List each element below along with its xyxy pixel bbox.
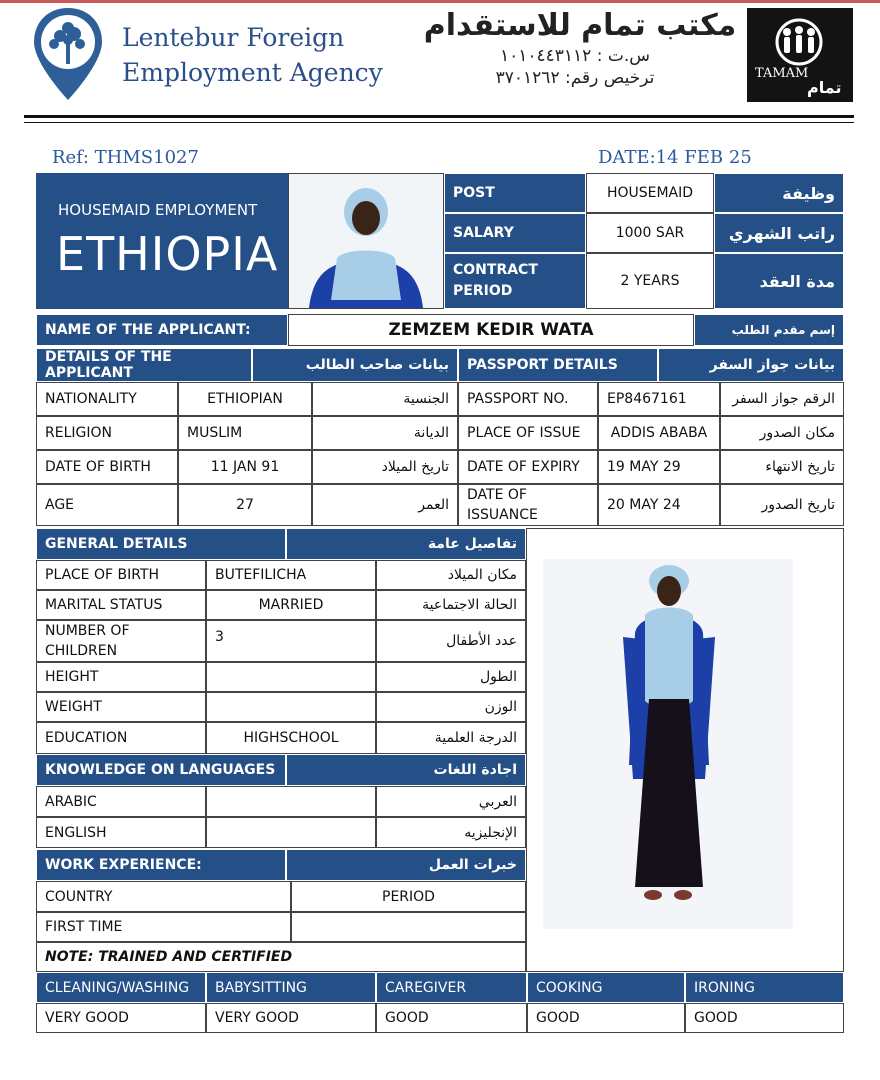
details-header: DETAILS OF THE APPLICANT <box>36 348 252 382</box>
passport-header: PASSPORT DETAILS <box>458 348 658 382</box>
license-number: ترخيص رقم: ٣٧٠١٢٦٢ <box>495 68 655 88</box>
first-time-label: FIRST TIME <box>36 912 291 942</box>
skill-level-3: GOOD <box>527 1003 685 1033</box>
age-label: AGE <box>36 484 178 526</box>
contract-period-label-text: CONTRACT PERIOD <box>453 262 538 299</box>
issuance-label <box>458 484 598 526</box>
languages-header: KNOWLEDGE ON LANGUAGES <box>36 754 286 786</box>
first-time-period <box>291 912 526 942</box>
marital-status-label-arabic: الحالة الاجتماعية <box>376 590 526 620</box>
dob-label: DATE OF BIRTH <box>36 450 178 484</box>
skill-name-0: CLEANING/WASHING <box>36 972 206 1003</box>
salary-value: 1000 SAR <box>586 213 714 253</box>
skill-level-1: VERY GOOD <box>206 1003 376 1033</box>
nationality-label: NATIONALITY <box>36 382 178 416</box>
passport-no-label: PASSPORT NO. <box>458 382 598 416</box>
applicant-full-photo <box>526 528 844 972</box>
languages-header-arabic: اجادة اللغات <box>286 754 526 786</box>
weight-label-arabic: الوزن <box>376 692 526 722</box>
post-label: POST <box>444 173 586 213</box>
skill-level-2: GOOD <box>376 1003 527 1033</box>
general-header: GENERAL DETAILS <box>36 528 286 560</box>
top-accent-line <box>0 0 880 3</box>
contract-period-value: 2 YEARS <box>586 253 714 309</box>
experience-header-arabic: خبرات العمل <box>286 849 526 881</box>
marital-status-value: MARRIED <box>206 590 376 620</box>
place-of-issue-label-arabic: مكان الصدور <box>720 416 844 450</box>
training-note: NOTE: TRAINED AND CERTIFIED <box>36 942 526 972</box>
place-of-birth-value: BUTEFILICHA <box>206 560 376 590</box>
issuance-value: 20 MAY 24 <box>598 484 720 526</box>
skill-name-4: IRONING <box>685 972 844 1003</box>
dob-label-arabic: تاريخ الميلاد <box>312 450 458 484</box>
post-label-arabic: وظيفة <box>714 173 844 213</box>
applicant-photo <box>288 173 444 309</box>
place-of-issue-label: PLACE OF ISSUE <box>458 416 598 450</box>
country-label: COUNTRY <box>36 881 291 912</box>
age-label-arabic: العمر <box>312 484 458 526</box>
agency-logo-icon <box>30 6 106 102</box>
age-value: 27 <box>178 484 312 526</box>
religion-value: MUSLIM <box>178 416 312 450</box>
religion-label: RELIGION <box>36 416 178 450</box>
children-label-text: NUMBER OF CHILDREN <box>45 623 130 659</box>
applicant-name: ZEMZEM KEDIR WATA <box>288 314 694 346</box>
education-label-arabic: الدرجة العلمية <box>376 722 526 754</box>
children-value: 3 <box>206 620 376 662</box>
agency-name-line1: Lentebur Foreign <box>122 23 345 52</box>
contract-period-label-arabic: مدة العقد <box>714 253 844 309</box>
general-header-arabic: تفاصيل عامة <box>286 528 526 560</box>
tamam-logo-arabic: تمام <box>807 78 842 97</box>
banner-subtitle: HOUSEMAID EMPLOYMENT <box>58 201 258 219</box>
expiry-label-arabic: تاريخ الانتهاء <box>720 450 844 484</box>
banner-country: ETHIOPIA <box>56 227 279 281</box>
place-of-birth-label: PLACE OF BIRTH <box>36 560 206 590</box>
arabic-label-arabic: العربي <box>376 786 526 817</box>
passport-no-label-arabic: الرقم جواز السفر <box>720 382 844 416</box>
religion-label-arabic: الديانة <box>312 416 458 450</box>
passport-no-value: EP8467161 <box>598 382 720 416</box>
applicant-name-label: NAME OF THE APPLICANT: <box>36 314 288 346</box>
tamam-logo <box>747 8 853 102</box>
skill-level-4: GOOD <box>685 1003 844 1033</box>
nationality-label-arabic: الجنسية <box>312 382 458 416</box>
post-value: HOUSEMAID <box>586 173 714 213</box>
height-label: HEIGHT <box>36 662 206 692</box>
children-label-arabic: عدد الأطفال <box>376 620 526 662</box>
salary-label-arabic: راتب الشهري <box>714 213 844 253</box>
place-of-issue-value: ADDIS ABABA <box>598 416 720 450</box>
document-date: DATE:14 FEB 25 <box>598 147 752 168</box>
agency-name-line2: Employment Agency <box>122 58 383 87</box>
skill-name-3: COOKING <box>527 972 685 1003</box>
issuance-label-text: DATE OF ISSUANCE <box>467 487 538 523</box>
passport-header-arabic: بيانات جواز السفر <box>658 348 844 382</box>
arabic-label: ARABIC <box>36 786 206 817</box>
education-label: EDUCATION <box>36 722 206 754</box>
english-value <box>206 817 376 848</box>
education-value: HIGHSCHOOL <box>206 722 376 754</box>
period-label: PERIOD <box>291 881 526 912</box>
children-label <box>36 620 206 662</box>
marital-status-label: MARITAL STATUS <box>36 590 206 620</box>
experience-header: WORK EXPERIENCE: <box>36 849 286 881</box>
expiry-value: 19 MAY 29 <box>598 450 720 484</box>
height-value <box>206 662 376 692</box>
weight-value <box>206 692 376 722</box>
nationality-value: ETHIOPIAN <box>178 382 312 416</box>
details-header-arabic: بيانات صاحب الطالب <box>252 348 458 382</box>
skill-name-1: BABYSITTING <box>206 972 376 1003</box>
weight-label: WEIGHT <box>36 692 206 722</box>
issuance-label-arabic: تاريخ الصدور <box>720 484 844 526</box>
commercial-registration: س.ت : ١٠١٠٤٤٣١١٢ <box>499 46 650 66</box>
salary-label: SALARY <box>444 213 586 253</box>
header-divider <box>24 115 854 118</box>
expiry-label: DATE OF EXPIRY <box>458 450 598 484</box>
agency-name <box>122 20 383 90</box>
skill-name-2: CAREGIVER <box>376 972 527 1003</box>
contract-period-label <box>444 253 586 309</box>
height-label-arabic: الطول <box>376 662 526 692</box>
office-name-arabic: مكتب تمام للاستقدام <box>423 8 737 43</box>
arabic-value <box>206 786 376 817</box>
reference-number: Ref: THMS1027 <box>52 147 199 168</box>
applicant-name-label-arabic: إسم مقدم الطلب <box>694 314 844 346</box>
tamam-logo-text: TAMAM <box>755 66 809 81</box>
place-of-birth-label-arabic: مكان الميلاد <box>376 560 526 590</box>
employment-banner <box>36 173 288 309</box>
dob-value: 11 JAN 91 <box>178 450 312 484</box>
header-divider-thin <box>24 122 854 123</box>
english-label-arabic: الإنجليزيه <box>376 817 526 848</box>
english-label: ENGLISH <box>36 817 206 848</box>
skill-level-0: VERY GOOD <box>36 1003 206 1033</box>
